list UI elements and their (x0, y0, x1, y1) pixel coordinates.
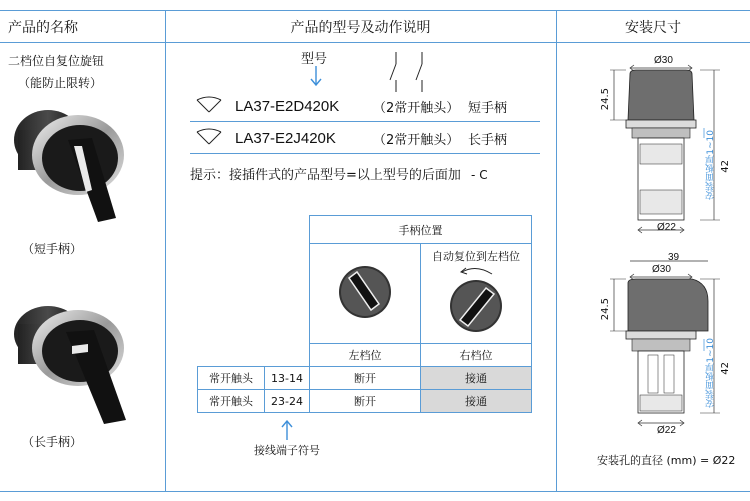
bottom-overall-dim: 39 (668, 252, 680, 263)
contact-type: 常开触头 (198, 390, 265, 413)
header-divider (0, 42, 750, 43)
knob-right-position-icon (446, 276, 506, 336)
auto-return-label: 自动复位到左档位 (432, 250, 520, 263)
model-row-long (195, 126, 540, 150)
hole-diameter-note: 安装孔的直径 (mm) = Ø22 (597, 454, 736, 467)
long-handle-caption: （长手柄） (22, 435, 83, 449)
top-total-dim: 42 (720, 160, 731, 173)
return-arrow-icon (456, 266, 496, 276)
header-product-name: 产品的名称 (8, 20, 78, 36)
bottom-width-dim: Ø30 (652, 264, 671, 275)
model-handle: 长手柄 (468, 132, 508, 148)
model-label: 型号 (301, 52, 328, 67)
right-knob-cell (421, 244, 532, 344)
short-handle-caption: （短手柄） (22, 242, 83, 256)
bottom-bottom-dim: Ø22 (657, 425, 676, 436)
header-installation-size: 安装尺寸 (625, 20, 681, 36)
rotation-angle-icon (195, 96, 223, 116)
terminal-number: 13-14 (265, 367, 310, 390)
model-code: LA37-E2D420K (235, 97, 340, 115)
arrow-up-icon (281, 420, 293, 440)
bottom-panel-dim: 安装面板厚1~10 (706, 338, 716, 408)
model-row-short (195, 94, 540, 118)
model-handle: 短手柄 (468, 100, 508, 116)
arrow-down-icon (310, 66, 322, 88)
short-handle-dimension-drawing (596, 50, 746, 240)
top-panel-dim: 安装面板厚1~10 (706, 130, 716, 200)
col-divider-1 (165, 10, 166, 491)
short-handle-knob-image (8, 100, 128, 230)
model-separator (190, 121, 540, 122)
terminal-note: 接线端子符号 (254, 444, 320, 457)
contact-symbol-icon (384, 52, 434, 92)
long-handle-knob-image (8, 296, 128, 426)
plug-in-hint (190, 164, 488, 183)
bottom-border (0, 491, 750, 492)
terminal-number: 23-24 (265, 390, 310, 413)
rotation-angle-icon (195, 128, 223, 148)
left-state: 断开 (310, 390, 421, 413)
table-row (198, 367, 532, 390)
right-position-label: 右档位 (421, 344, 532, 367)
operation-table (197, 215, 532, 413)
table-row (198, 390, 532, 413)
top-bottom-dim: Ø22 (657, 222, 676, 233)
hint-text: 提示：接插件式的产品型号=以上型号的后面加 (190, 168, 461, 183)
model-code: LA37-E2J420K (235, 129, 336, 147)
bottom-total-dim: 42 (720, 362, 731, 375)
right-state: 接通 (421, 390, 532, 413)
left-knob-cell (310, 244, 421, 344)
top-border (0, 10, 750, 11)
bottom-height-dim: 24.5 (600, 298, 611, 321)
model-separator (190, 153, 540, 154)
model-contact: （2常开触头） (373, 100, 460, 116)
col-divider-2 (556, 10, 557, 491)
right-state: 接通 (421, 367, 532, 390)
contact-type: 常开触头 (198, 367, 265, 390)
long-handle-dimension-drawing (596, 255, 746, 445)
product-name-line2: （能防止限转） (18, 76, 103, 90)
product-name-line1: 二档位自复位旋钮 (8, 54, 105, 68)
top-height-dim: 24.5 (600, 88, 611, 111)
handle-position-header: 手柄位置 (310, 216, 532, 244)
left-position-label: 左档位 (310, 344, 421, 367)
hint-suffix: - C (471, 168, 488, 182)
header-model-description: 产品的型号及动作说明 (290, 20, 431, 36)
model-contact: （2常开触头） (373, 132, 460, 148)
top-width-dim: Ø30 (654, 55, 673, 66)
knob-left-position-icon (335, 262, 395, 322)
left-state: 断开 (310, 367, 421, 390)
